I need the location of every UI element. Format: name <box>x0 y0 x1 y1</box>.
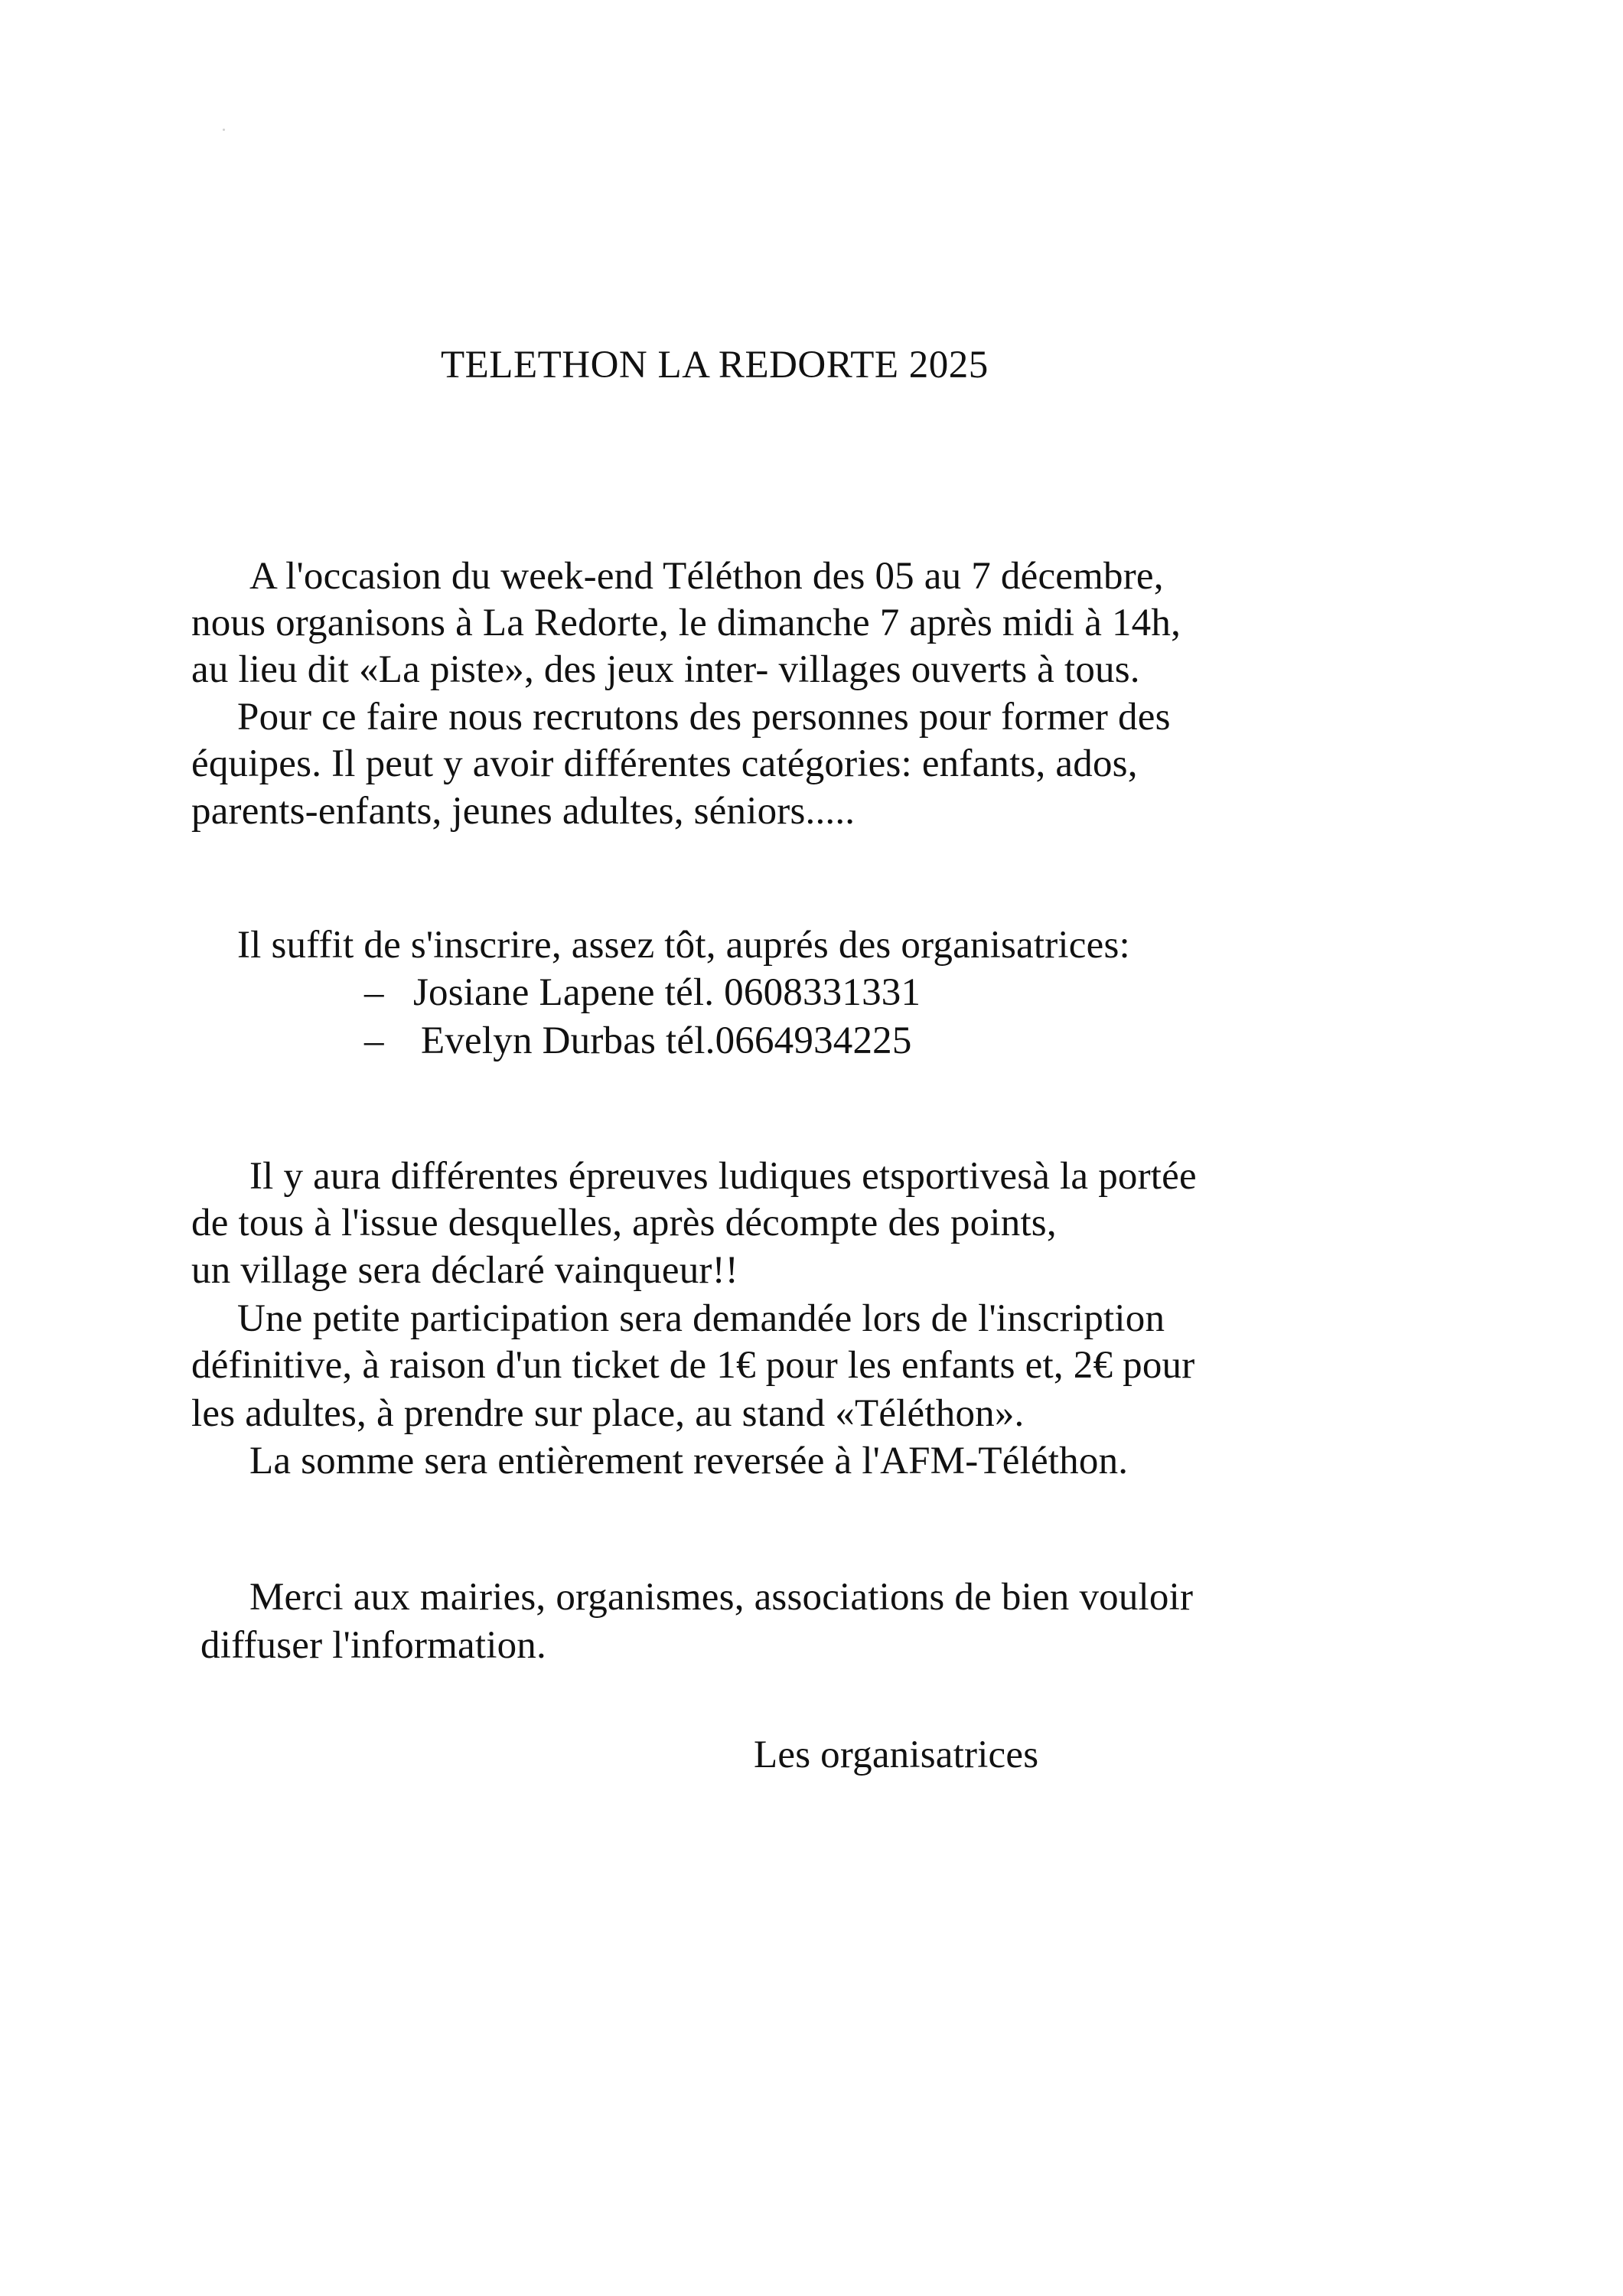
list-dash: – <box>364 1019 384 1062</box>
contact-evelyn: Evelyn Durbas tél.0664934225 <box>421 1019 912 1062</box>
contact-josiane: Josiane Lapene tél. 0608331331 <box>413 971 921 1014</box>
paragraph-1-line: Pour ce faire nous recrutons des personnes pour former des <box>237 696 1171 739</box>
document-title: TELETHON LA REDORTE 2025 <box>441 344 989 386</box>
paragraph-2-line: Une petite participation sera demandée lors de l'inscription <box>237 1297 1165 1340</box>
signature: Les organisatrices <box>754 1733 1039 1776</box>
paragraph-2-line: un village sera déclaré vainqueur!! <box>191 1249 738 1292</box>
paragraph-1-line: au lieu dit «La piste», des jeux inter- villages ouverts à tous. <box>191 648 1140 691</box>
paragraph-1-line: nous organisons à La Redorte, le dimanche 7 après midi à 14h, <box>191 602 1181 644</box>
paragraph-3-line: diffuser l'information. <box>200 1624 546 1667</box>
paragraph-2-line: définitive, à raison d'un ticket de 1€ pour les enfants et, 2€ pour <box>191 1344 1195 1387</box>
paragraph-1-line: parents-enfants, jeunes adultes, séniors..... <box>191 790 855 833</box>
list-dash: – <box>364 971 384 1014</box>
paragraph-2-line: Il y aura différentes épreuves ludiques etsportivesà la portée <box>249 1155 1197 1198</box>
paragraph-1-line: équipes. Il peut y avoir différentes catégories: enfants, ados, <box>191 742 1138 785</box>
paragraph-2-line: les adultes, à prendre sur place, au stand «Téléthon». <box>191 1392 1025 1435</box>
paragraph-3-line: Merci aux mairies, organismes, associations de bien vouloir <box>249 1576 1194 1619</box>
registration-intro: Il suffit de s'inscrire, assez tôt, auprés des organisatrices: <box>237 924 1130 967</box>
scan-speck <box>223 129 225 131</box>
paragraph-1-line: A l'occasion du week-end Téléthon des 05 au 7 décembre, <box>249 555 1164 598</box>
paragraph-2-line: de tous à l'issue desquelles, après décompte des points, <box>191 1202 1057 1244</box>
paragraph-2-line: La somme sera entièrement reversée à l'AFM-Téléthon. <box>249 1440 1129 1482</box>
